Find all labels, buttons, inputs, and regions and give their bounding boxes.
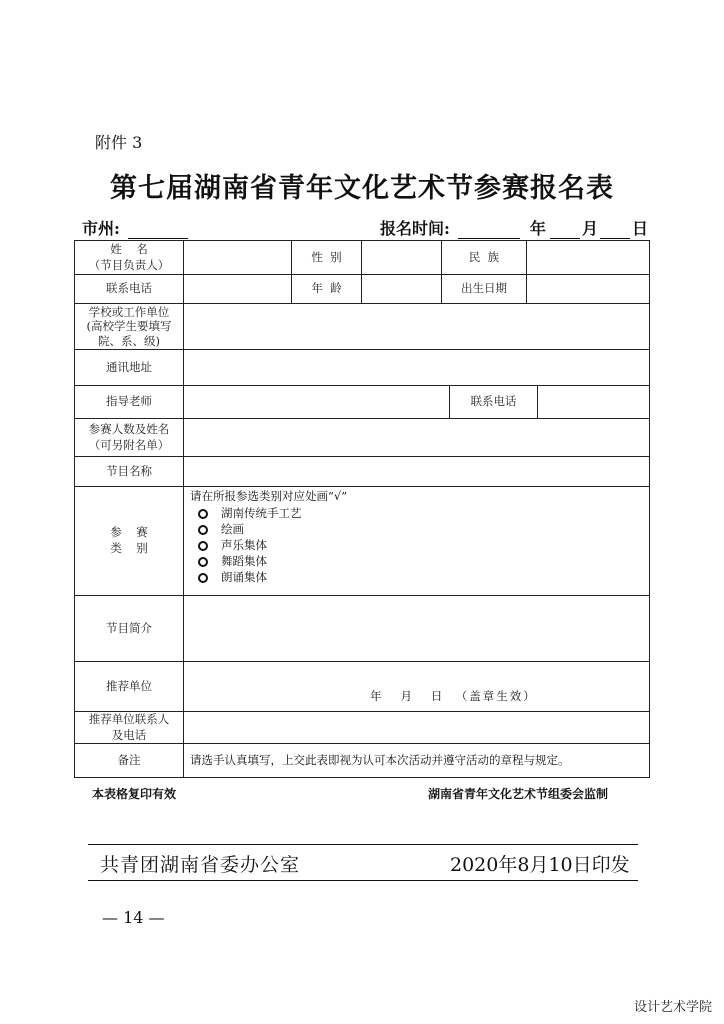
radio-icon[interactable]	[198, 509, 208, 519]
day-label: 日	[631, 219, 648, 238]
school-input[interactable]	[184, 304, 650, 350]
month-label: 月	[581, 219, 598, 238]
contact-label-line-1: 推荐单位联系人	[88, 712, 170, 726]
school-label-line-2: (高校学生要填写	[86, 319, 172, 334]
teacher-label: 指导老师	[75, 386, 184, 419]
participants-label-cell	[75, 419, 184, 457]
month-blank[interactable]	[550, 222, 580, 239]
page-title: 第七届湖南省青年文化艺术节参赛报名表	[110, 173, 614, 204]
school-label-cell	[75, 304, 184, 350]
year-label: 年	[529, 219, 546, 238]
recommender-input[interactable]	[184, 662, 650, 712]
day-blank[interactable]	[600, 222, 630, 239]
remarks-label: 备注	[75, 744, 184, 778]
category-option-label: 朗诵集体	[221, 570, 267, 585]
teacher-input[interactable]	[184, 386, 450, 419]
birth-date-label: 出生日期	[442, 275, 527, 304]
category-option[interactable]	[198, 522, 649, 538]
intro-input[interactable]	[184, 596, 650, 662]
watermark: 设计艺术学院	[633, 1000, 712, 1015]
ethnicity-label: 民 族	[442, 241, 527, 275]
name-label-cell	[75, 241, 184, 275]
gender-label: 性 别	[292, 241, 362, 275]
contact-input[interactable]	[184, 712, 650, 744]
ethnicity-input[interactable]	[527, 241, 650, 275]
city-blank[interactable]	[128, 222, 188, 239]
participants-label-line-2: （可另附名单）	[88, 437, 170, 452]
age-input[interactable]	[362, 275, 442, 304]
participants-label-line-1: 参赛人数及姓名	[88, 421, 170, 436]
page-number: — 14 —	[102, 908, 165, 927]
category-intro: 请在所报参选类别对应处画“√”	[190, 489, 348, 503]
address-label: 通讯地址	[75, 350, 184, 386]
remarks-text: 请选手认真填写，上交此表即视为认可本次活动并遵守活动的章程与规定。	[184, 744, 650, 778]
year-blank[interactable]	[458, 222, 520, 239]
category-option-label: 声乐集体	[221, 538, 267, 553]
name-label: 姓 名	[110, 241, 148, 256]
teacher-phone-label: 联系电话	[450, 386, 538, 419]
category-option[interactable]	[198, 506, 649, 522]
phone-input[interactable]	[184, 275, 292, 304]
gender-input[interactable]	[362, 241, 442, 275]
age-label: 年 龄	[292, 275, 362, 304]
seal-date-text: 年 月 日 （盖章生效）	[370, 689, 537, 704]
radio-icon[interactable]	[198, 525, 208, 535]
category-label-line-2: 类 别	[110, 541, 148, 555]
category-option[interactable]	[198, 554, 649, 570]
birth-date-input[interactable]	[527, 275, 650, 304]
supervisor-note: 湖南省青年文化艺术节组委会监制	[428, 787, 609, 801]
category-options-cell	[184, 487, 650, 596]
program-name-input[interactable]	[184, 457, 650, 487]
category-option[interactable]	[198, 570, 649, 586]
divider-top	[88, 844, 638, 845]
program-name-label: 节目名称	[75, 457, 184, 487]
contact-label-line-2: 及电话	[111, 727, 147, 742]
contact-label-cell	[75, 712, 184, 744]
category-label-line-1: 参 赛	[110, 525, 148, 540]
participants-input[interactable]	[184, 419, 650, 457]
city-field	[82, 216, 188, 239]
name-sub-label: （节目负责人）	[88, 257, 170, 272]
time-label: 报名时间:	[380, 219, 450, 238]
issuer: 共青团湖南省委办公室	[100, 854, 301, 876]
radio-icon[interactable]	[198, 573, 208, 583]
signup-time-field	[380, 216, 648, 239]
radio-icon[interactable]	[198, 541, 208, 551]
city-label: 市州:	[82, 219, 120, 238]
category-option-label: 绘画	[221, 522, 244, 537]
category-option-label: 湖南传统手工艺	[221, 506, 302, 521]
registration-table	[74, 240, 650, 778]
teacher-phone-input[interactable]	[538, 386, 650, 419]
school-label-line-1: 学校或工作单位	[88, 304, 170, 319]
copy-note: 本表格复印有效	[92, 787, 177, 801]
category-label-cell	[75, 487, 184, 596]
phone-label: 联系电话	[75, 275, 184, 304]
school-label-line-3: 院、系、级)	[98, 333, 160, 348]
divider-bottom	[88, 880, 638, 881]
recommender-label: 推荐单位	[75, 662, 184, 712]
attachment-label: 附件 3	[95, 133, 143, 152]
name-input[interactable]	[184, 241, 292, 275]
issue-date: 2020年8月10日印发	[450, 854, 630, 876]
intro-label: 节目简介	[75, 596, 184, 662]
address-input[interactable]	[184, 350, 650, 386]
radio-icon[interactable]	[198, 557, 208, 567]
category-option[interactable]	[198, 538, 649, 554]
category-option-label: 舞蹈集体	[221, 554, 267, 569]
